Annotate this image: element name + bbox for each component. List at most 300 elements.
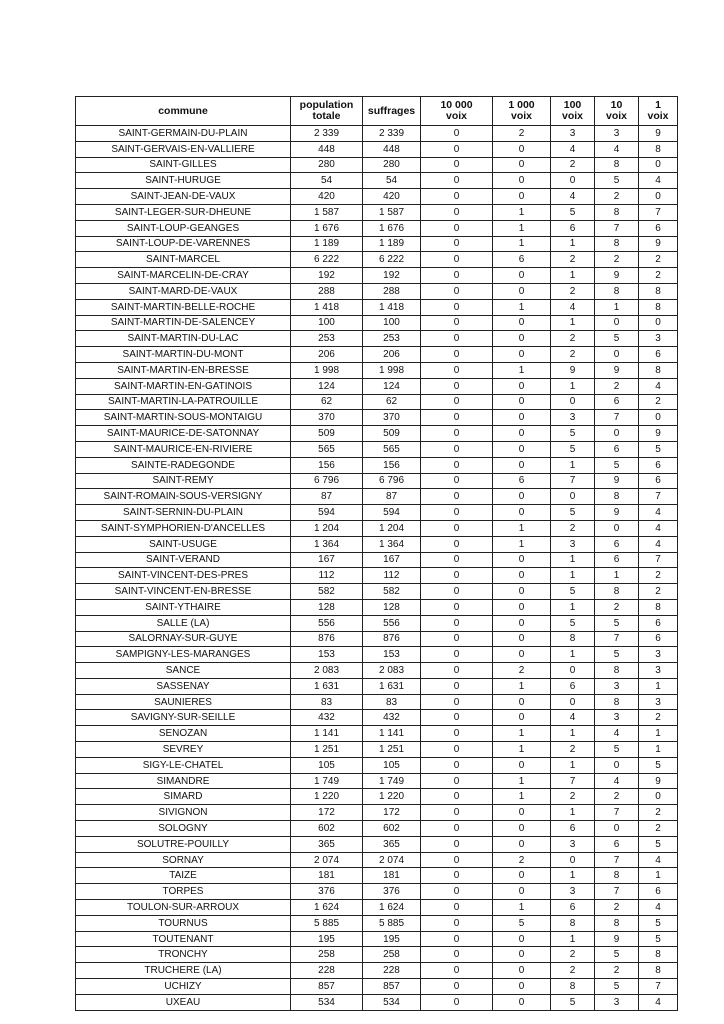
cell-suffrages: 1 749	[363, 773, 421, 789]
cell-10000-voix: 0	[421, 347, 493, 363]
table-row	[76, 647, 678, 663]
cell-10000-voix: 0	[421, 915, 493, 931]
table-row	[76, 457, 678, 473]
cell-10000-voix: 0	[421, 994, 493, 1010]
cell-1000-voix: 0	[493, 931, 551, 947]
cell-10-voix: 8	[595, 868, 639, 884]
cell-commune: SORNAY	[76, 852, 291, 868]
cell-suffrages: 1 204	[363, 520, 421, 536]
cell-population: 1 251	[291, 742, 363, 758]
table-row	[76, 315, 678, 331]
cell-100-voix: 1	[551, 268, 595, 284]
cell-1000-voix: 0	[493, 173, 551, 189]
cell-1-voix: 8	[639, 947, 678, 963]
table-row	[76, 204, 678, 220]
cell-10000-voix: 0	[421, 426, 493, 442]
cell-1000-voix: 1	[493, 236, 551, 252]
cell-10000-voix: 0	[421, 963, 493, 979]
cell-100-voix: 1	[551, 931, 595, 947]
cell-100-voix: 5	[551, 994, 595, 1010]
cell-commune: TOUTENANT	[76, 931, 291, 947]
cell-1000-voix: 1	[493, 204, 551, 220]
cell-10-voix: 0	[595, 821, 639, 837]
cell-100-voix: 0	[551, 694, 595, 710]
cell-10-voix: 4	[595, 773, 639, 789]
cell-1-voix: 6	[639, 615, 678, 631]
cell-commune: SAINT-MARTIN-BELLE-ROCHE	[76, 299, 291, 315]
cell-10000-voix: 0	[421, 378, 493, 394]
cell-commune: SOLUTRE-POUILLY	[76, 836, 291, 852]
cell-10000-voix: 0	[421, 473, 493, 489]
cell-commune: SAINT-MARTIN-LA-PATROUILLE	[76, 394, 291, 410]
cell-100-voix: 1	[551, 599, 595, 615]
cell-1-voix: 4	[639, 173, 678, 189]
table-row	[76, 915, 678, 931]
cell-1000-voix: 0	[493, 710, 551, 726]
table-row	[76, 773, 678, 789]
cell-10-voix: 7	[595, 852, 639, 868]
table-row	[76, 126, 678, 142]
cell-commune: SALLE (LA)	[76, 615, 291, 631]
cell-commune: SAINT-MARTIN-DU-LAC	[76, 331, 291, 347]
cell-10-voix: 7	[595, 805, 639, 821]
cell-suffrages: 62	[363, 394, 421, 410]
cell-100-voix: 2	[551, 947, 595, 963]
cell-1000-voix: 0	[493, 947, 551, 963]
cell-10000-voix: 0	[421, 742, 493, 758]
cell-1-voix: 8	[639, 963, 678, 979]
cell-commune: SENOZAN	[76, 726, 291, 742]
header-population-totale: population totale	[291, 97, 363, 126]
cell-population: 156	[291, 457, 363, 473]
cell-commune: TOULON-SUR-ARROUX	[76, 900, 291, 916]
cell-10-voix: 5	[595, 457, 639, 473]
table-row	[76, 963, 678, 979]
cell-suffrages: 1 251	[363, 742, 421, 758]
cell-1000-voix: 5	[493, 915, 551, 931]
cell-suffrages: 857	[363, 979, 421, 995]
cell-1-voix: 2	[639, 805, 678, 821]
cell-10-voix: 0	[595, 520, 639, 536]
cell-population: 5 885	[291, 915, 363, 931]
cell-10000-voix: 0	[421, 663, 493, 679]
cell-population: 228	[291, 963, 363, 979]
cell-10-voix: 2	[595, 252, 639, 268]
cell-commune: SEVREY	[76, 742, 291, 758]
cell-100-voix: 6	[551, 678, 595, 694]
cell-population: 509	[291, 426, 363, 442]
table-row	[76, 157, 678, 173]
cell-1-voix: 1	[639, 678, 678, 694]
table-row	[76, 742, 678, 758]
cell-10000-voix: 0	[421, 236, 493, 252]
cell-100-voix: 5	[551, 204, 595, 220]
table-row	[76, 757, 678, 773]
cell-1-voix: 6	[639, 347, 678, 363]
table-row	[76, 584, 678, 600]
cell-suffrages: 6 222	[363, 252, 421, 268]
table-row	[76, 410, 678, 426]
table-row	[76, 884, 678, 900]
cell-10000-voix: 0	[421, 268, 493, 284]
cell-population: 1 631	[291, 678, 363, 694]
cell-1-voix: 4	[639, 852, 678, 868]
cell-population: 1 624	[291, 900, 363, 916]
cell-100-voix: 2	[551, 331, 595, 347]
cell-10-voix: 2	[595, 963, 639, 979]
cell-population: 857	[291, 979, 363, 995]
cell-population: 556	[291, 615, 363, 631]
cell-10000-voix: 0	[421, 805, 493, 821]
cell-commune: SAINT-MAURICE-DE-SATONNAY	[76, 426, 291, 442]
cell-10-voix: 1	[595, 299, 639, 315]
cell-population: 153	[291, 647, 363, 663]
cell-100-voix: 4	[551, 189, 595, 205]
cell-10-voix: 8	[595, 236, 639, 252]
cell-suffrages: 288	[363, 283, 421, 299]
cell-1-voix: 0	[639, 410, 678, 426]
cell-1000-voix: 2	[493, 852, 551, 868]
table-row	[76, 489, 678, 505]
cell-population: 258	[291, 947, 363, 963]
cell-suffrages: 534	[363, 994, 421, 1010]
document-page	[75, 96, 677, 1011]
cell-population: 432	[291, 710, 363, 726]
cell-commune: SAINT-GILLES	[76, 157, 291, 173]
cell-10-voix: 3	[595, 678, 639, 694]
cell-10000-voix: 0	[421, 726, 493, 742]
cell-10000-voix: 0	[421, 173, 493, 189]
cell-10-voix: 8	[595, 694, 639, 710]
cell-suffrages: 1 364	[363, 536, 421, 552]
cell-population: 6 796	[291, 473, 363, 489]
cell-10000-voix: 0	[421, 410, 493, 426]
cell-10000-voix: 0	[421, 441, 493, 457]
table-row	[76, 836, 678, 852]
cell-suffrages: 1 676	[363, 220, 421, 236]
cell-commune: SAINT-LEGER-SUR-DHEUNE	[76, 204, 291, 220]
cell-100-voix: 3	[551, 836, 595, 852]
cell-10-voix: 3	[595, 994, 639, 1010]
cell-100-voix: 8	[551, 915, 595, 931]
cell-suffrages: 6 796	[363, 473, 421, 489]
header-100-voix: 100 voix	[551, 97, 595, 126]
cell-1000-voix: 1	[493, 220, 551, 236]
cell-10-voix: 4	[595, 141, 639, 157]
cell-100-voix: 2	[551, 520, 595, 536]
cell-commune: TAIZE	[76, 868, 291, 884]
cell-commune: SANCE	[76, 663, 291, 679]
cell-suffrages: 1 220	[363, 789, 421, 805]
cell-10-voix: 4	[595, 726, 639, 742]
cell-100-voix: 2	[551, 252, 595, 268]
cell-commune: SASSENAY	[76, 678, 291, 694]
cell-commune: SIGY-LE-CHATEL	[76, 757, 291, 773]
cell-1-voix: 5	[639, 757, 678, 773]
cell-100-voix: 3	[551, 126, 595, 142]
cell-1-voix: 6	[639, 631, 678, 647]
cell-10000-voix: 0	[421, 900, 493, 916]
cell-1000-voix: 1	[493, 900, 551, 916]
cell-1000-voix: 1	[493, 773, 551, 789]
cell-commune: SAINT-VINCENT-EN-BRESSE	[76, 584, 291, 600]
cell-10000-voix: 0	[421, 189, 493, 205]
cell-suffrages: 565	[363, 441, 421, 457]
cell-1-voix: 6	[639, 220, 678, 236]
cell-1-voix: 5	[639, 836, 678, 852]
table-row	[76, 821, 678, 837]
cell-commune: SAINTE-RADEGONDE	[76, 457, 291, 473]
cell-commune: UXEAU	[76, 994, 291, 1010]
cell-10-voix: 3	[595, 126, 639, 142]
cell-population: 876	[291, 631, 363, 647]
cell-1-voix: 8	[639, 141, 678, 157]
cell-commune: SAINT-SYMPHORIEN-D'ANCELLES	[76, 520, 291, 536]
cell-commune: SAINT-MARTIN-DE-SALENCEY	[76, 315, 291, 331]
cell-1-voix: 2	[639, 268, 678, 284]
cell-population: 112	[291, 568, 363, 584]
cell-10000-voix: 0	[421, 884, 493, 900]
cell-10000-voix: 0	[421, 362, 493, 378]
cell-1-voix: 0	[639, 189, 678, 205]
cell-1000-voix: 6	[493, 473, 551, 489]
cell-1000-voix: 0	[493, 552, 551, 568]
cell-commune: SIVIGNON	[76, 805, 291, 821]
table-header-row	[76, 97, 678, 126]
cell-1000-voix: 0	[493, 631, 551, 647]
cell-commune: SAINT-MARTIN-DU-MONT	[76, 347, 291, 363]
cell-100-voix: 2	[551, 157, 595, 173]
cell-10-voix: 3	[595, 710, 639, 726]
cell-10-voix: 5	[595, 331, 639, 347]
table-row	[76, 694, 678, 710]
cell-suffrages: 192	[363, 268, 421, 284]
cell-commune: SAINT-LOUP-GEANGES	[76, 220, 291, 236]
table-row	[76, 299, 678, 315]
cell-suffrages: 2 083	[363, 663, 421, 679]
cell-1-voix: 5	[639, 915, 678, 931]
cell-100-voix: 0	[551, 852, 595, 868]
cell-suffrages: 376	[363, 884, 421, 900]
cell-1000-voix: 0	[493, 647, 551, 663]
cell-1000-voix: 2	[493, 663, 551, 679]
cell-1-voix: 1	[639, 742, 678, 758]
cell-1-voix: 3	[639, 663, 678, 679]
table-row	[76, 663, 678, 679]
cell-10000-voix: 0	[421, 331, 493, 347]
cell-population: 181	[291, 868, 363, 884]
cell-10000-voix: 0	[421, 283, 493, 299]
cell-suffrages: 1 624	[363, 900, 421, 916]
cell-1000-voix: 0	[493, 141, 551, 157]
cell-100-voix: 9	[551, 362, 595, 378]
cell-1-voix: 2	[639, 584, 678, 600]
cell-1000-voix: 0	[493, 410, 551, 426]
cell-population: 172	[291, 805, 363, 821]
cell-100-voix: 1	[551, 236, 595, 252]
cell-population: 376	[291, 884, 363, 900]
cell-100-voix: 3	[551, 410, 595, 426]
cell-suffrages: 167	[363, 552, 421, 568]
cell-10000-voix: 0	[421, 489, 493, 505]
cell-1-voix: 5	[639, 441, 678, 457]
cell-10-voix: 2	[595, 900, 639, 916]
cell-100-voix: 0	[551, 663, 595, 679]
cell-suffrages: 128	[363, 599, 421, 615]
table-row	[76, 252, 678, 268]
cell-suffrages: 124	[363, 378, 421, 394]
cell-100-voix: 1	[551, 457, 595, 473]
cell-suffrages: 181	[363, 868, 421, 884]
cell-10-voix: 2	[595, 378, 639, 394]
cell-population: 128	[291, 599, 363, 615]
cell-commune: SAINT-MARCEL	[76, 252, 291, 268]
cell-1000-voix: 0	[493, 884, 551, 900]
table-row	[76, 789, 678, 805]
cell-10000-voix: 0	[421, 947, 493, 963]
cell-1000-voix: 0	[493, 615, 551, 631]
cell-10000-voix: 0	[421, 647, 493, 663]
cell-suffrages: 253	[363, 331, 421, 347]
cell-100-voix: 4	[551, 710, 595, 726]
cell-10000-voix: 0	[421, 678, 493, 694]
cell-100-voix: 5	[551, 441, 595, 457]
cell-population: 253	[291, 331, 363, 347]
cell-1-voix: 8	[639, 283, 678, 299]
cell-commune: TOURNUS	[76, 915, 291, 931]
cell-population: 602	[291, 821, 363, 837]
cell-1-voix: 5	[639, 931, 678, 947]
cell-1000-voix: 0	[493, 505, 551, 521]
cell-commune: SAINT-USUGE	[76, 536, 291, 552]
cell-10-voix: 5	[595, 979, 639, 995]
cell-suffrages: 87	[363, 489, 421, 505]
cell-population: 2 074	[291, 852, 363, 868]
cell-10000-voix: 0	[421, 252, 493, 268]
cell-10000-voix: 0	[421, 979, 493, 995]
table-row	[76, 900, 678, 916]
cell-suffrages: 156	[363, 457, 421, 473]
cell-commune: SALORNAY-SUR-GUYE	[76, 631, 291, 647]
table-row	[76, 141, 678, 157]
cell-suffrages: 195	[363, 931, 421, 947]
cell-suffrages: 258	[363, 947, 421, 963]
cell-1000-voix: 0	[493, 426, 551, 442]
cell-1000-voix: 0	[493, 963, 551, 979]
cell-1000-voix: 0	[493, 979, 551, 995]
cell-10000-voix: 0	[421, 789, 493, 805]
cell-1-voix: 3	[639, 647, 678, 663]
cell-1-voix: 7	[639, 552, 678, 568]
cell-1-voix: 7	[639, 489, 678, 505]
cell-suffrages: 2 339	[363, 126, 421, 142]
cell-population: 192	[291, 268, 363, 284]
cell-population: 6 222	[291, 252, 363, 268]
cell-commune: SAINT-REMY	[76, 473, 291, 489]
cell-suffrages: 206	[363, 347, 421, 363]
cell-10-voix: 5	[595, 947, 639, 963]
cell-1-voix: 6	[639, 884, 678, 900]
table-row	[76, 173, 678, 189]
cell-suffrages: 54	[363, 173, 421, 189]
table-row	[76, 568, 678, 584]
cell-1-voix: 4	[639, 900, 678, 916]
cell-10000-voix: 0	[421, 141, 493, 157]
cell-10-voix: 9	[595, 268, 639, 284]
cell-10-voix: 6	[595, 552, 639, 568]
cell-1-voix: 9	[639, 773, 678, 789]
cell-10-voix: 6	[595, 394, 639, 410]
table-row	[76, 520, 678, 536]
cell-100-voix: 5	[551, 505, 595, 521]
cell-10000-voix: 0	[421, 536, 493, 552]
cell-commune: SAVIGNY-SUR-SEILLE	[76, 710, 291, 726]
cell-1000-voix: 1	[493, 789, 551, 805]
cell-commune: SAMPIGNY-LES-MARANGES	[76, 647, 291, 663]
cell-suffrages: 228	[363, 963, 421, 979]
cell-10000-voix: 0	[421, 584, 493, 600]
cell-10-voix: 0	[595, 757, 639, 773]
cell-suffrages: 448	[363, 141, 421, 157]
cell-1000-voix: 0	[493, 457, 551, 473]
cell-population: 83	[291, 694, 363, 710]
cell-1000-voix: 1	[493, 362, 551, 378]
table-row	[76, 994, 678, 1010]
cell-10-voix: 8	[595, 204, 639, 220]
cell-10000-voix: 0	[421, 299, 493, 315]
table-row	[76, 726, 678, 742]
table-row	[76, 852, 678, 868]
cell-population: 420	[291, 189, 363, 205]
cell-commune: SAINT-JEAN-DE-VAUX	[76, 189, 291, 205]
cell-100-voix: 1	[551, 805, 595, 821]
cell-10000-voix: 0	[421, 631, 493, 647]
table-row	[76, 473, 678, 489]
cell-100-voix: 1	[551, 726, 595, 742]
cell-1000-voix: 0	[493, 568, 551, 584]
cell-commune: SIMANDRE	[76, 773, 291, 789]
cell-10-voix: 7	[595, 884, 639, 900]
table-row	[76, 441, 678, 457]
cell-10-voix: 8	[595, 584, 639, 600]
cell-10000-voix: 0	[421, 315, 493, 331]
cell-10-voix: 7	[595, 631, 639, 647]
cell-10-voix: 5	[595, 173, 639, 189]
commune-votes-table	[75, 96, 678, 1011]
cell-1000-voix: 0	[493, 599, 551, 615]
cell-10-voix: 0	[595, 315, 639, 331]
cell-commune: SAINT-GERMAIN-DU-PLAIN	[76, 126, 291, 142]
cell-10000-voix: 0	[421, 757, 493, 773]
cell-10-voix: 6	[595, 441, 639, 457]
cell-100-voix: 6	[551, 220, 595, 236]
cell-10000-voix: 0	[421, 599, 493, 615]
cell-population: 1 418	[291, 299, 363, 315]
cell-1000-voix: 0	[493, 821, 551, 837]
cell-100-voix: 7	[551, 473, 595, 489]
cell-10-voix: 7	[595, 410, 639, 426]
cell-10-voix: 2	[595, 599, 639, 615]
table-row	[76, 552, 678, 568]
cell-100-voix: 3	[551, 536, 595, 552]
cell-100-voix: 5	[551, 615, 595, 631]
cell-suffrages: 153	[363, 647, 421, 663]
table-row	[76, 394, 678, 410]
cell-1000-voix: 0	[493, 347, 551, 363]
cell-suffrages: 105	[363, 757, 421, 773]
cell-10-voix: 1	[595, 568, 639, 584]
cell-10-voix: 8	[595, 157, 639, 173]
